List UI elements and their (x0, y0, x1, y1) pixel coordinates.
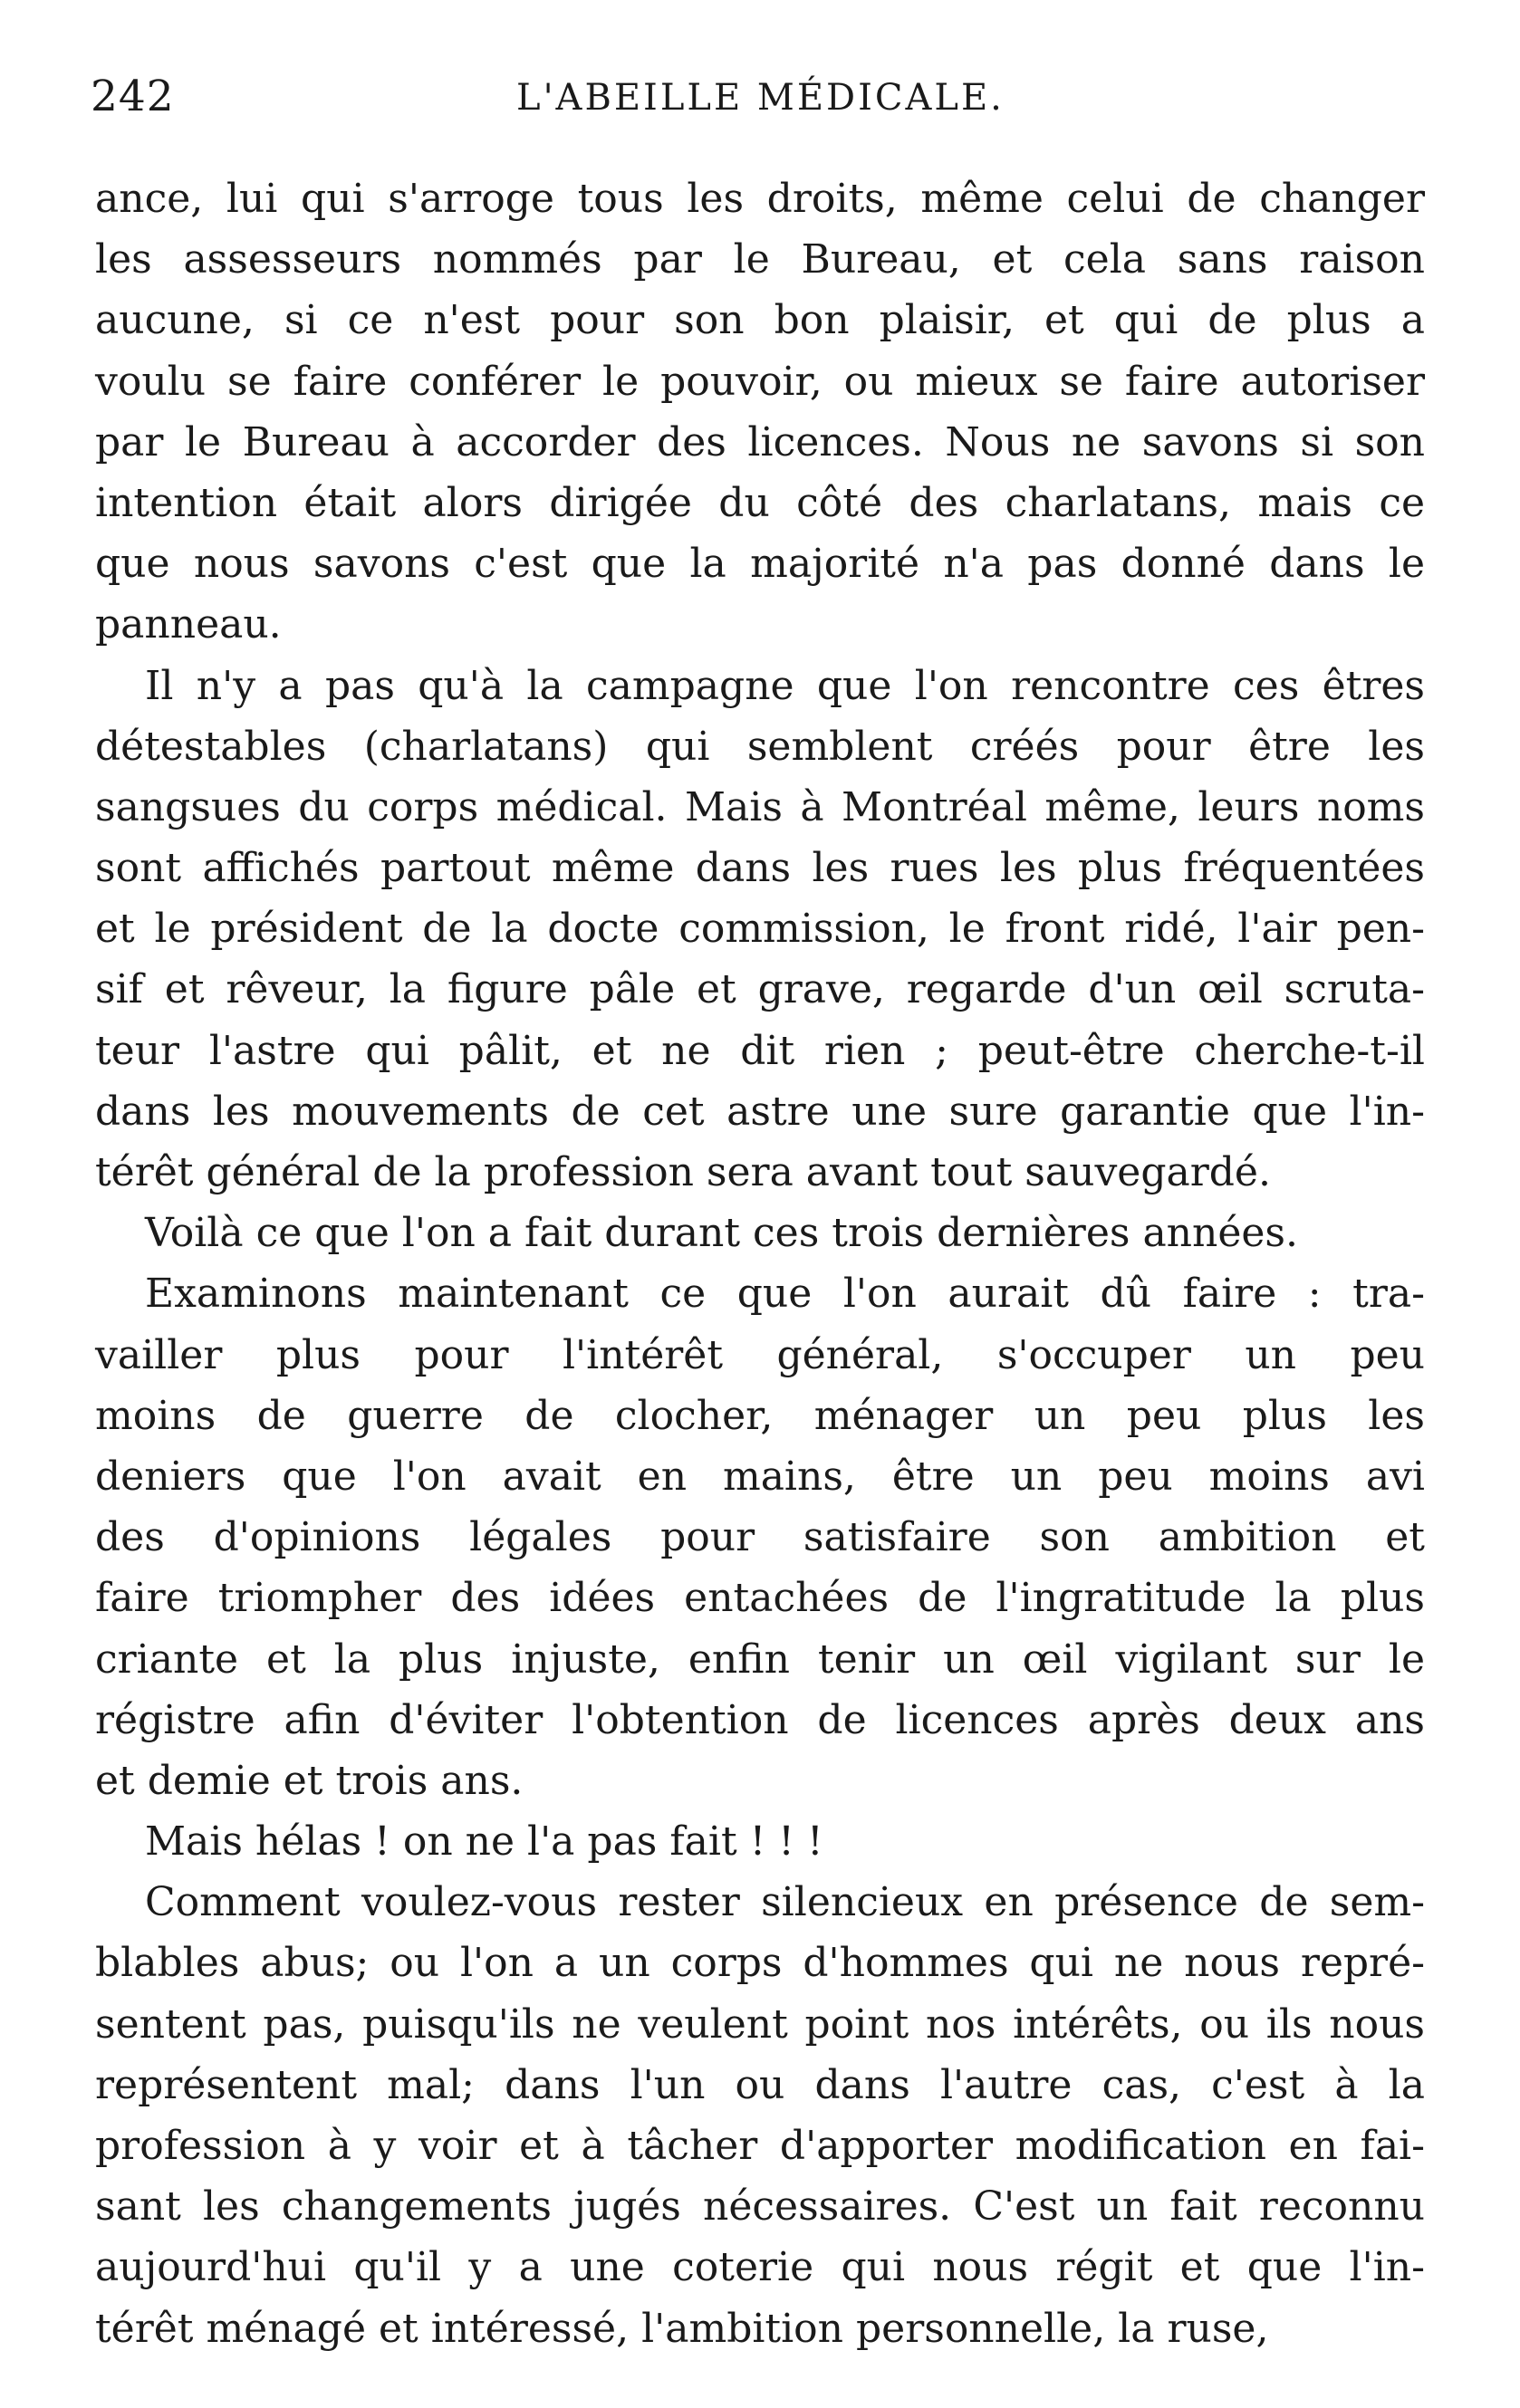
text-line: deniers que l'on avait en mains, être un peu moins avi (95, 1453, 1425, 1500)
text-line: régistre afin d'éviter l'obtention de licences après deux ans (95, 1696, 1425, 1743)
text-line: sant les changements jugés nécessaires. C'est un fait reconnu (95, 2183, 1425, 2231)
text-line: sangsues du corps médical. Mais à Montréal même, leurs noms (95, 783, 1425, 830)
text-line: sentent pas, puisqu'ils ne veulent point nos intérêts, ou ils nous (95, 2000, 1425, 2048)
paragraph (95, 1263, 1425, 1811)
text-line: Il n'y a pas qu'à la campagne que l'on rencontre ces êtres (145, 662, 1425, 709)
paragraph (95, 1872, 1425, 2359)
text-line: voulu se faire conférer le pouvoir, ou mieux se faire autoriser (95, 358, 1425, 405)
text-line: détestables (charlatans) qui semblent créés pour être les (95, 723, 1425, 770)
text-line: térêt général de la profession sera avant tout sauvegardé. (95, 1149, 1271, 1195)
text-line: intention était alors dirigée du côté des charlatans, mais ce (95, 479, 1425, 526)
body-text (95, 168, 1425, 2359)
paragraph (95, 656, 1425, 1204)
text-line: aucune, si ce n'est pour son bon plaisir, et qui de plus a (95, 297, 1425, 344)
paragraph (95, 1811, 1425, 1872)
text-line: aujourd'hui qu'il y a une coterie qui nous régit et que l'in- (95, 2244, 1425, 2291)
text-line: profession à y voir et à tâcher d'apporter modification en fai- (95, 2123, 1425, 2169)
text-line: moins de guerre de clocher, ménager un peu plus les (95, 1392, 1425, 1439)
text-line: sont affichés partout même dans les rues les plus fréquentées (95, 845, 1425, 892)
text-line: dans les mouvements de cet astre une sure garantie que l'in- (95, 1088, 1425, 1135)
text-line: térêt ménagé et intéressé, l'ambition personnelle, la ruse, (95, 2305, 1269, 2352)
paragraph (95, 168, 1425, 656)
text-line: les assesseurs nommés par le Bureau, et cela sans raison (95, 236, 1425, 283)
text-line: Voilà ce que l'on a fait durant ces trois dernières années. (145, 1210, 1298, 1257)
text-line: vailler plus pour l'intérêt général, s'occuper un peu (95, 1331, 1425, 1378)
text-line: sif et rêveur, la figure pâle et grave, regarde d'un œil scruta- (95, 966, 1425, 1013)
text-line: et le président de la docte commission, le front ridé, l'air pen- (95, 906, 1425, 953)
text-line: teur l'astre qui pâlit, et ne dit rien ; peut-être cherche-t-il (95, 1027, 1425, 1074)
text-line: Mais hélas ! on ne l'a pas fait ! ! ! (145, 1818, 823, 1866)
text-line: Examinons maintenant ce que l'on aurait dû faire : tra- (145, 1271, 1425, 1318)
running-head (91, 65, 1429, 129)
text-line: blables abus; ou l'on a un corps d'hommes qui ne nous repré- (95, 1940, 1425, 1987)
page-number: 242 (91, 72, 175, 121)
text-line: criante et la plus injuste, enfin tenir un œil vigilant sur le (95, 1636, 1425, 1683)
journal-title: L'ABEILLE MÉDICALE. (516, 77, 1005, 119)
text-line: ance, lui qui s'arroge tous les droits, même celui de changer (95, 176, 1425, 222)
text-line: par le Bureau à accorder des licences. Nous ne savons si son (95, 418, 1425, 465)
text-line: des d'opinions légales pour satisfaire son ambition et (95, 1514, 1425, 1561)
text-line: panneau. (95, 601, 282, 648)
text-line: faire triompher des idées entachées de l'ingratitude la plus (95, 1575, 1425, 1622)
text-line: et demie et trois ans. (95, 1757, 524, 1804)
text-line: représentent mal; dans l'un ou dans l'autre cas, c'est à la (95, 2061, 1425, 2108)
paragraph (95, 1203, 1425, 1263)
text-line: Comment voulez-vous rester silencieux en présence de sem- (145, 1879, 1425, 1926)
text-line: que nous savons c'est que la majorité n'a pas donné dans le (95, 541, 1425, 588)
